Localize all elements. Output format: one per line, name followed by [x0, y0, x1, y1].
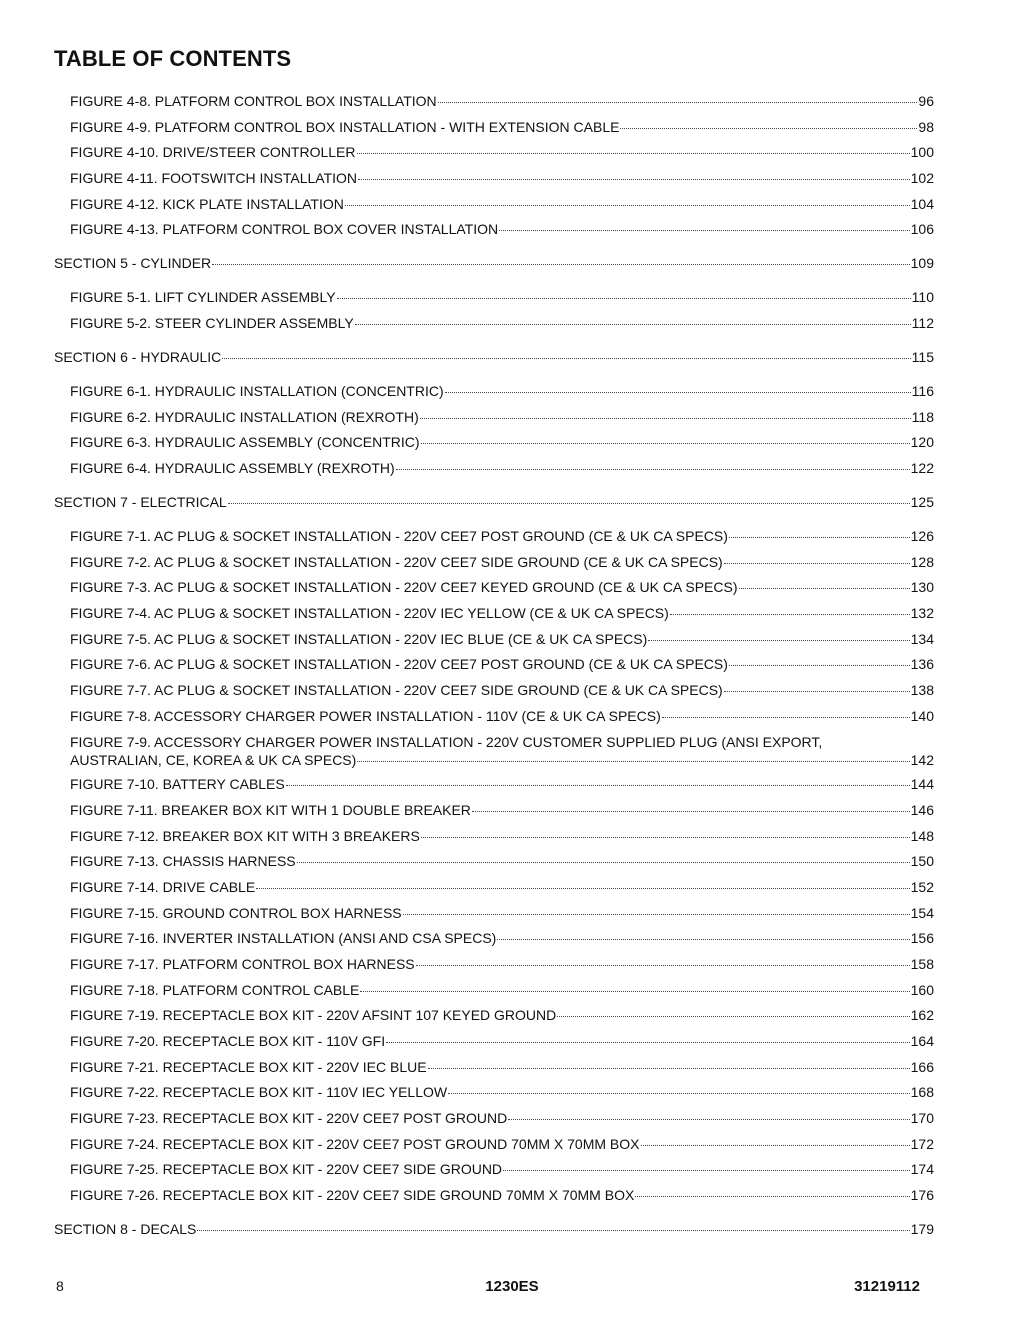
toc-entry-label: FIGURE 7-8. ACCESSORY CHARGER POWER INSTALLATION - 110V (CE & UK CA SPECS) [70, 708, 661, 724]
toc-entry-page: 164 [910, 1033, 934, 1049]
toc-entry-label: FIGURE 7-22. RECEPTACLE BOX KIT - 110V IEC YELLOW [70, 1084, 448, 1100]
dot-leader [222, 358, 910, 359]
toc-figure-entry[interactable] [0, 981, 934, 999]
toc-figure-entry[interactable] [0, 630, 934, 648]
toc-entry-page: 170 [910, 1110, 934, 1126]
dot-leader [212, 264, 910, 265]
toc-figure-entry[interactable] [0, 955, 934, 973]
dot-leader [499, 230, 910, 231]
toc-entry-page: 146 [910, 802, 934, 818]
toc-entry-label: FIGURE 7-24. RECEPTACLE BOX KIT - 220V CEE7 POST GROUND 70MM X 70MM BOX [70, 1136, 640, 1152]
toc-entry-page: 148 [910, 828, 934, 844]
toc-entry-page: 174 [910, 1161, 934, 1177]
toc-entry-page: 156 [910, 930, 934, 946]
dot-leader [357, 761, 909, 762]
toc-entry-label: FIGURE 7-5. AC PLUG & SOCKET INSTALLATION - 220V IEC BLUE (CE & UK CA SPECS) [70, 631, 648, 647]
toc-figure-entry[interactable] [0, 553, 934, 571]
toc-entry-label: FIGURE 7-13. CHASSIS HARNESS [70, 853, 296, 869]
toc-entry-page: 100 [910, 144, 934, 160]
dot-leader [360, 991, 909, 992]
footer-doc-number: 31219112 [854, 1278, 920, 1295]
dot-leader [508, 1119, 909, 1120]
dot-leader [729, 537, 910, 538]
toc-entry-page: 122 [910, 460, 934, 476]
toc-figure-entry[interactable] [0, 143, 934, 161]
toc-figure-entry[interactable] [0, 220, 934, 238]
toc-entry-label: FIGURE 4-13. PLATFORM CONTROL BOX COVER INSTALLATION [70, 221, 499, 237]
toc-figure-entry[interactable] [0, 1135, 934, 1153]
toc-entry-label: FIGURE 7-11. BREAKER BOX KIT WITH 1 DOUBLE BREAKER [70, 802, 471, 818]
toc-entry-page: 158 [910, 956, 934, 972]
dot-leader [357, 153, 910, 154]
toc-entry-page: 154 [910, 905, 934, 921]
toc-entry-label: FIGURE 7-9. ACCESSORY CHARGER POWER INSTALLATION - 220V CUSTOMER SUPPLIED PLUG (ANSI EXPORT, [70, 734, 823, 750]
toc-figure-entry[interactable] [0, 433, 934, 451]
toc-entry-page: 110 [911, 289, 934, 305]
toc-entry-label: FIGURE 7-25. RECEPTACLE BOX KIT - 220V CEE7 SIDE GROUND [70, 1161, 503, 1177]
toc-entry-label: FIGURE 4-9. PLATFORM CONTROL BOX INSTALLATION - WITH EXTENSION CABLE [70, 119, 620, 135]
toc-section-entry[interactable] [0, 348, 934, 366]
dot-leader [421, 443, 910, 444]
toc-section-entry[interactable] [0, 254, 934, 272]
footer-page-number: 8 [56, 1278, 64, 1294]
dot-leader [337, 298, 911, 299]
toc-entry-label: FIGURE 7-26. RECEPTACLE BOX KIT - 220V CEE7 SIDE GROUND 70MM X 70MM BOX [70, 1187, 635, 1203]
toc-entry-label: FIGURE 6-3. HYDRAULIC ASSEMBLY (CONCENTRIC) [70, 434, 420, 450]
toc-entry-page: 134 [910, 631, 934, 647]
dot-leader [297, 862, 910, 863]
dot-leader [729, 665, 910, 666]
toc-entry-page: 138 [910, 682, 934, 698]
toc-entry-page: 104 [910, 196, 934, 212]
toc-figure-entry[interactable] [0, 1109, 934, 1127]
toc-figure-entry[interactable] [0, 655, 934, 673]
toc-entry-page: 98 [918, 119, 934, 135]
dot-leader [445, 392, 911, 393]
toc-entry-label: FIGURE 7-17. PLATFORM CONTROL BOX HARNESS [70, 956, 415, 972]
toc-figure-entry[interactable] [0, 801, 934, 819]
toc-figure-entry[interactable] [0, 604, 934, 622]
toc-entry-page: 125 [910, 494, 934, 510]
dot-leader [286, 785, 910, 786]
toc-entry-page: 179 [910, 1221, 934, 1237]
toc-entry-label: FIGURE 4-10. DRIVE/STEER CONTROLLER [70, 144, 356, 160]
dot-leader [228, 503, 910, 504]
toc-entry-page: 106 [910, 221, 934, 237]
toc-entry-page: 115 [911, 349, 934, 365]
toc-figure-entry[interactable] [0, 118, 934, 136]
dot-leader [670, 614, 910, 615]
toc-section-entry[interactable] [0, 1220, 934, 1238]
toc-entry-page: 120 [910, 434, 934, 450]
toc-entry-label: FIGURE 6-2. HYDRAULIC INSTALLATION (REXROTH) [70, 409, 419, 425]
toc-entry-page: 118 [911, 409, 934, 425]
toc-figure-entry[interactable] [0, 681, 934, 699]
toc-entry-label: FIGURE 7-1. AC PLUG & SOCKET INSTALLATION - 220V CEE7 POST GROUND (CE & UK CA SPECS) [70, 528, 728, 544]
toc-figure-entry[interactable] [0, 929, 934, 947]
dot-leader [472, 811, 910, 812]
toc-figure-entry[interactable] [0, 1032, 934, 1050]
toc-entry-page: 109 [910, 255, 934, 271]
dot-leader [635, 1196, 909, 1197]
toc-figure-entry[interactable] [0, 1058, 934, 1076]
toc-figure-entry[interactable] [0, 733, 934, 769]
dot-leader [428, 1068, 910, 1069]
toc-entry-label: FIGURE 6-1. HYDRAULIC INSTALLATION (CONCENTRIC) [70, 383, 444, 399]
toc-figure-entry[interactable] [0, 459, 934, 477]
toc-entry-label: FIGURE 7-4. AC PLUG & SOCKET INSTALLATION - 220V IEC YELLOW (CE & UK CA SPECS) [70, 605, 669, 621]
toc-figure-entry[interactable] [0, 852, 934, 870]
toc-entry-page: 116 [911, 383, 934, 399]
dot-leader [648, 640, 909, 641]
page-title: TABLE OF CONTENTS [54, 46, 292, 71]
toc-entry-page: 176 [910, 1187, 934, 1203]
toc-entry-page: 142 [910, 752, 934, 768]
dot-leader [448, 1093, 910, 1094]
toc-entry-label: FIGURE 7-23. RECEPTACLE BOX KIT - 220V CEE7 POST GROUND [70, 1110, 508, 1126]
toc-entry-page: 136 [910, 656, 934, 672]
toc-entry-page: 112 [911, 315, 934, 331]
dot-leader [416, 965, 910, 966]
dot-leader [420, 418, 911, 419]
dot-leader [662, 717, 910, 718]
toc-figure-entry[interactable] [0, 827, 934, 845]
dot-leader [355, 324, 911, 325]
dot-leader [620, 128, 917, 129]
dot-leader [396, 469, 910, 470]
toc-entry-label: FIGURE 4-12. KICK PLATE INSTALLATION [70, 196, 344, 212]
toc-entry-label: FIGURE 5-1. LIFT CYLINDER ASSEMBLY [70, 289, 336, 305]
toc-figure-entry[interactable] [0, 288, 934, 306]
toc-entry-page: 152 [910, 879, 934, 895]
toc-entry-page: 144 [910, 776, 934, 792]
dot-leader [739, 588, 910, 589]
dot-leader [438, 102, 918, 103]
toc-entry-label-continued: AUSTRALIAN, CE, KOREA & UK CA SPECS) [70, 752, 357, 768]
toc-entry-label: FIGURE 7-6. AC PLUG & SOCKET INSTALLATION - 220V CEE7 POST GROUND (CE & UK CA SPECS) [70, 656, 728, 672]
toc-entry-page: 140 [910, 708, 934, 724]
dot-leader [256, 888, 909, 889]
toc-figure-entry[interactable] [0, 1083, 934, 1101]
toc-entry-label: SECTION 8 - DECALS [54, 1221, 197, 1237]
dot-leader [557, 1016, 909, 1017]
toc-entry-label: FIGURE 7-20. RECEPTACLE BOX KIT - 110V GFI [70, 1033, 386, 1049]
toc-entry-label: FIGURE 7-16. INVERTER INSTALLATION (ANSI AND CSA SPECS) [70, 930, 497, 946]
toc-entry-page: 132 [910, 605, 934, 621]
toc-entry-label: FIGURE 7-2. AC PLUG & SOCKET INSTALLATION - 220V CEE7 SIDE GROUND (CE & UK CA SPECS) [70, 554, 723, 570]
toc-figure-entry[interactable] [0, 1160, 934, 1178]
dot-leader [345, 205, 910, 206]
toc-figure-entry[interactable] [0, 904, 934, 922]
dot-leader [503, 1170, 910, 1171]
dot-leader [724, 563, 910, 564]
toc-entry-page: 166 [910, 1059, 934, 1075]
dot-leader [497, 939, 909, 940]
toc-figure-entry[interactable] [0, 314, 934, 332]
toc-figure-entry[interactable] [0, 195, 934, 213]
toc-figure-entry[interactable] [0, 775, 934, 793]
toc-entry-page: 160 [910, 982, 934, 998]
toc-figure-entry[interactable] [0, 707, 934, 725]
dot-leader [421, 837, 910, 838]
dot-leader [386, 1042, 910, 1043]
footer-model: 1230ES [485, 1278, 539, 1295]
toc-entry-label: FIGURE 7-14. DRIVE CABLE [70, 879, 256, 895]
toc-entry-label: SECTION 7 - ELECTRICAL [54, 494, 227, 510]
toc-entry-label: SECTION 5 - CYLINDER [54, 255, 212, 271]
toc-entry-page: 126 [910, 528, 934, 544]
toc-section-entry[interactable] [0, 493, 934, 511]
toc-figure-entry[interactable] [0, 1006, 934, 1024]
dot-leader [641, 1145, 910, 1146]
toc-figure-entry[interactable] [0, 92, 934, 110]
toc-entry-label: FIGURE 7-15. GROUND CONTROL BOX HARNESS [70, 905, 402, 921]
toc-entry-label: FIGURE 7-19. RECEPTACLE BOX KIT - 220V AFSINT 107 KEYED GROUND [70, 1007, 557, 1023]
toc-entry-page: 168 [910, 1084, 934, 1100]
toc-entry-page: 130 [910, 579, 934, 595]
toc-entry-label: FIGURE 7-3. AC PLUG & SOCKET INSTALLATION - 220V CEE7 KEYED GROUND (CE & UK CA SPECS) [70, 579, 738, 595]
toc-figure-entry[interactable] [0, 878, 934, 896]
toc-entry-label: FIGURE 4-8. PLATFORM CONTROL BOX INSTALLATION [70, 93, 437, 109]
toc-entry-label: FIGURE 7-21. RECEPTACLE BOX KIT - 220V IEC BLUE [70, 1059, 427, 1075]
toc-entry-page: 128 [910, 554, 934, 570]
toc-entry-page: 162 [910, 1007, 934, 1023]
dot-leader [724, 691, 910, 692]
toc-entry-page: 150 [910, 853, 934, 869]
toc-figure-entry[interactable] [0, 408, 934, 426]
dot-leader [403, 914, 910, 915]
toc-entry-page: 102 [910, 170, 934, 186]
toc-entry-label: FIGURE 5-2. STEER CYLINDER ASSEMBLY [70, 315, 354, 331]
dot-leader [358, 179, 910, 180]
toc-figure-entry[interactable] [0, 578, 934, 596]
toc-entry-page: 172 [910, 1136, 934, 1152]
toc-entry-label: FIGURE 6-4. HYDRAULIC ASSEMBLY (REXROTH) [70, 460, 395, 476]
toc-entry-label: SECTION 6 - HYDRAULIC [54, 349, 222, 365]
toc-figure-entry[interactable] [0, 382, 934, 400]
toc-entry-label: FIGURE 7-18. PLATFORM CONTROL CABLE [70, 982, 360, 998]
toc-entry-page: 96 [918, 93, 934, 109]
toc-entry-label: FIGURE 7-12. BREAKER BOX KIT WITH 3 BREAKERS [70, 828, 420, 844]
toc-figure-entry[interactable] [0, 1186, 934, 1204]
toc-entry-label: FIGURE 4-11. FOOTSWITCH INSTALLATION [70, 170, 358, 186]
toc-figure-entry[interactable] [0, 527, 934, 545]
toc-figure-entry[interactable] [0, 169, 934, 187]
toc-entry-label: FIGURE 7-10. BATTERY CABLES [70, 776, 285, 792]
dot-leader [197, 1230, 909, 1231]
toc-entry-label: FIGURE 7-7. AC PLUG & SOCKET INSTALLATION - 220V CEE7 SIDE GROUND (CE & UK CA SPECS) [70, 682, 723, 698]
